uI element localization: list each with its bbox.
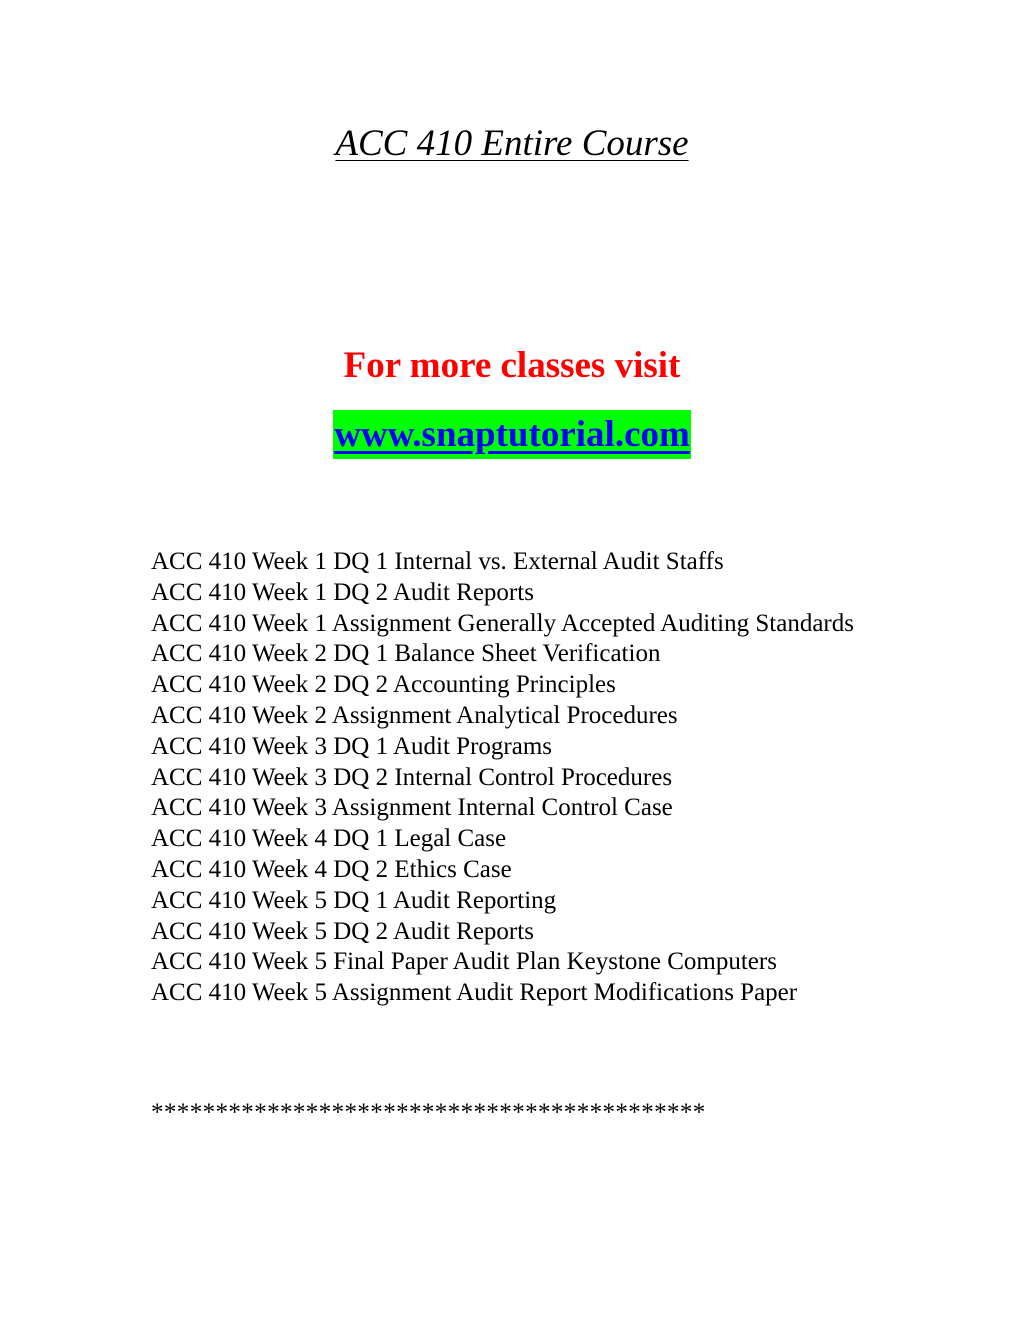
course-list [120,547,880,1009]
course-item: ACC 410 Week 5 DQ 1 Audit Reporting [151,886,557,914]
course-item: ACC 410 Week 1 DQ 2 Audit Reports [151,578,534,606]
snaptutorial-link[interactable]: www.snaptutorial.com [333,410,691,459]
course-item: ACC 410 Week 2 DQ 2 Accounting Principles [151,671,616,699]
course-item: ACC 410 Week 4 DQ 2 Ethics Case [151,855,512,883]
promo-link-container [0,410,1024,459]
page-title: ACC 410 Entire Course [335,123,689,164]
course-item: ACC 410 Week 1 DQ 1 Internal vs. External Audit Staffs [151,548,724,575]
course-item: ACC 410 Week 5 Assignment Audit Report Modifications Paper [151,979,798,1007]
course-item: ACC 410 Week 3 DQ 2 Internal Control Procedures [151,763,673,791]
course-item: ACC 410 Week 3 DQ 1 Audit Programs [151,732,552,760]
course-item: ACC 410 Week 3 Assignment Internal Control Case [151,794,673,822]
course-item: ACC 410 Week 1 Assignment Generally Accepted Auditing Standards [151,609,854,637]
separator-line: ******************************************* [151,1099,706,1126]
course-item: ACC 410 Week 2 DQ 1 Balance Sheet Verification [151,640,661,668]
course-item: ACC 410 Week 5 Final Paper Audit Plan Keystone Computers [151,948,777,976]
course-item: ACC 410 Week 2 Assignment Analytical Procedures [151,701,678,729]
course-item: ACC 410 Week 5 DQ 2 Audit Reports [151,917,534,945]
course-item: ACC 410 Week 4 DQ 1 Legal Case [151,825,507,853]
promo-text: For more classes visit [343,345,681,386]
